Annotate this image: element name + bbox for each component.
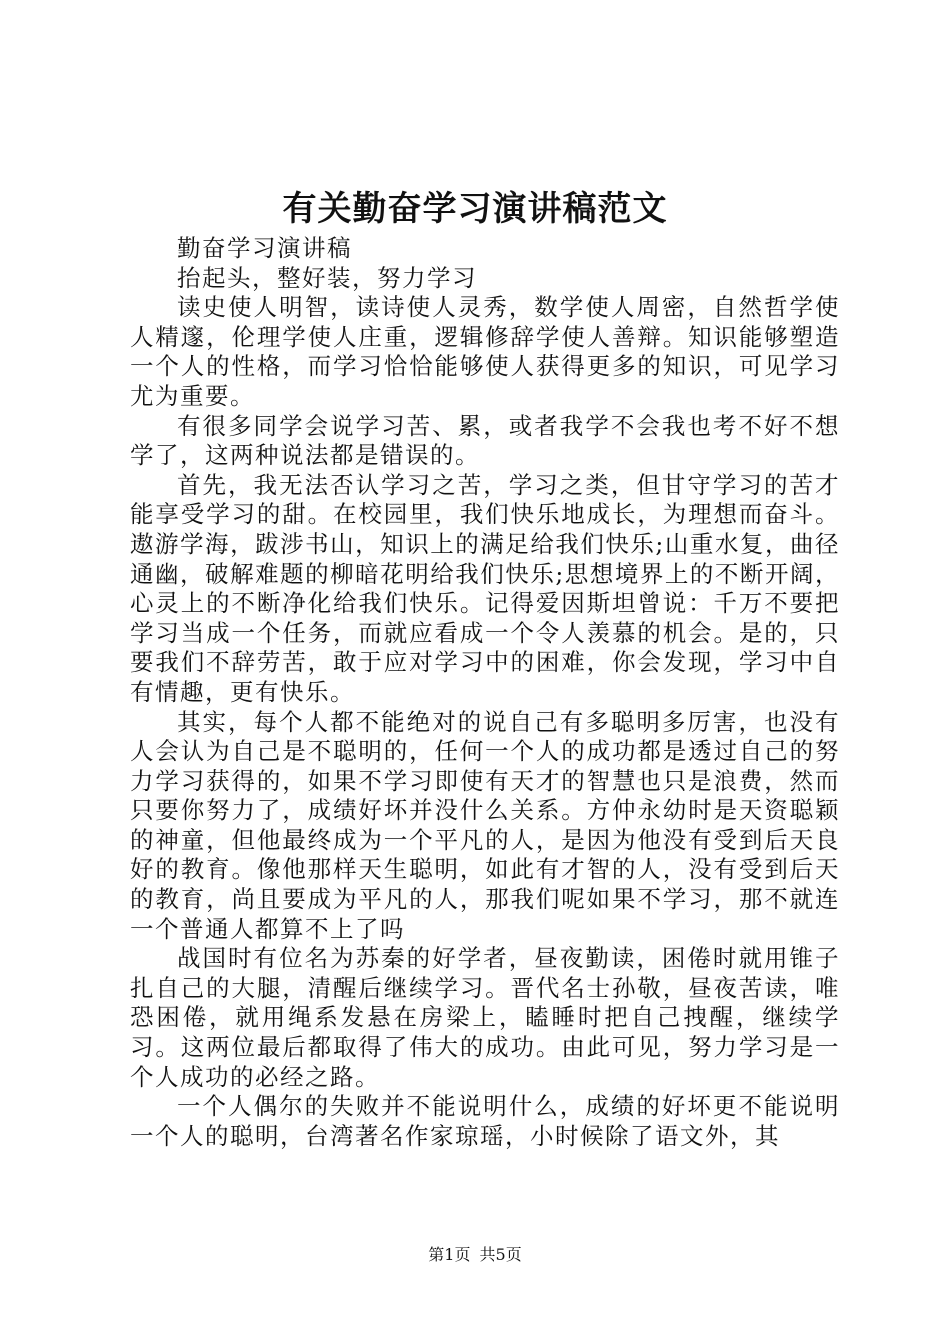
paragraph-subtitle: 勤奋学习演讲稿	[177, 234, 352, 262]
paragraph: 其实，每个人都不能绝对的说自己有多聪明多厉害，也没有人会认为自己是不聪明的，任何一个人的成功都是透过自己的努力学习获得的，如果不学习即使有天才的智慧也只是浪费，然而只要你努力了，成绩好坏并没什么关系。方仲永幼时是天资聪颖的神童，但他最终成为一个平凡的人，是因为他没有受到后天良好的教育。像他那样天生聪明，如此有才智的人，没有受到后天的教育，尚且要成为平凡的人，那我们呢如果不学习，那不就连一个普通人都算不上了吗	[130, 707, 840, 943]
paragraph: 首先，我无法否认学习之苦，学习之类，但甘守学习的苦才能享受学习的甜。在校园里，我们快乐地成长，为理想而奋斗。遨游学海，跋涉书山，知识上的满足给我们快乐;山重水复，曲径通幽，破解难题的柳暗花明给我们快乐;思想境界上的不断开阔，心灵上的不断净化给我们快乐。记得爱因斯坦曾说：千万不要把学习当成一个任务，而就应看成一个令人羡慕的机会。是的，只要我们不辞劳苦，敢于应对学习中的困难，你会发现，学习中自有情趣，更有快乐。	[130, 470, 840, 706]
page-number: 第1页	[428, 1245, 471, 1264]
paragraph: 战国时有位名为苏秦的好学者，昼夜勤读，困倦时就用锥子扎自己的大腿，清醒后继续学习。晋代名士孙敬，昼夜苦读，唯恐困倦，就用绳系发悬在房梁上，瞌睡时把自己拽醒，继续学习。这两位最后都取得了伟大的成功。由此可见，努力学习是一个人成功的必经之路。	[130, 944, 840, 1091]
document-body	[130, 234, 840, 1151]
paragraph: 一个人偶尔的失败并不能说明什么，成绩的好坏更不能说明一个人的聪明，台湾著名作家琼瑶，小时候除了语文外，其	[130, 1092, 840, 1150]
paragraph-slogan: 抬起头，整好装，努力学习	[177, 263, 477, 292]
paragraph: 有很多同学会说学习苦、累，或者我学不会我也考不好不想学了，这两种说法都是错误的。	[130, 411, 840, 470]
page-total: 共5页	[479, 1245, 522, 1264]
page-footer	[0, 1244, 950, 1266]
document-title: 有关勤奋学习演讲稿范文	[282, 189, 668, 229]
paragraph: 读史使人明智，读诗使人灵秀，数学使人周密，自然哲学使人精邃，伦理学使人庄重，逻辑修辞学使人善辩。知识能够塑造一个人的性格，而学习恰恰能够使人获得更多的知识，可见学习尤为重要。	[130, 293, 840, 410]
